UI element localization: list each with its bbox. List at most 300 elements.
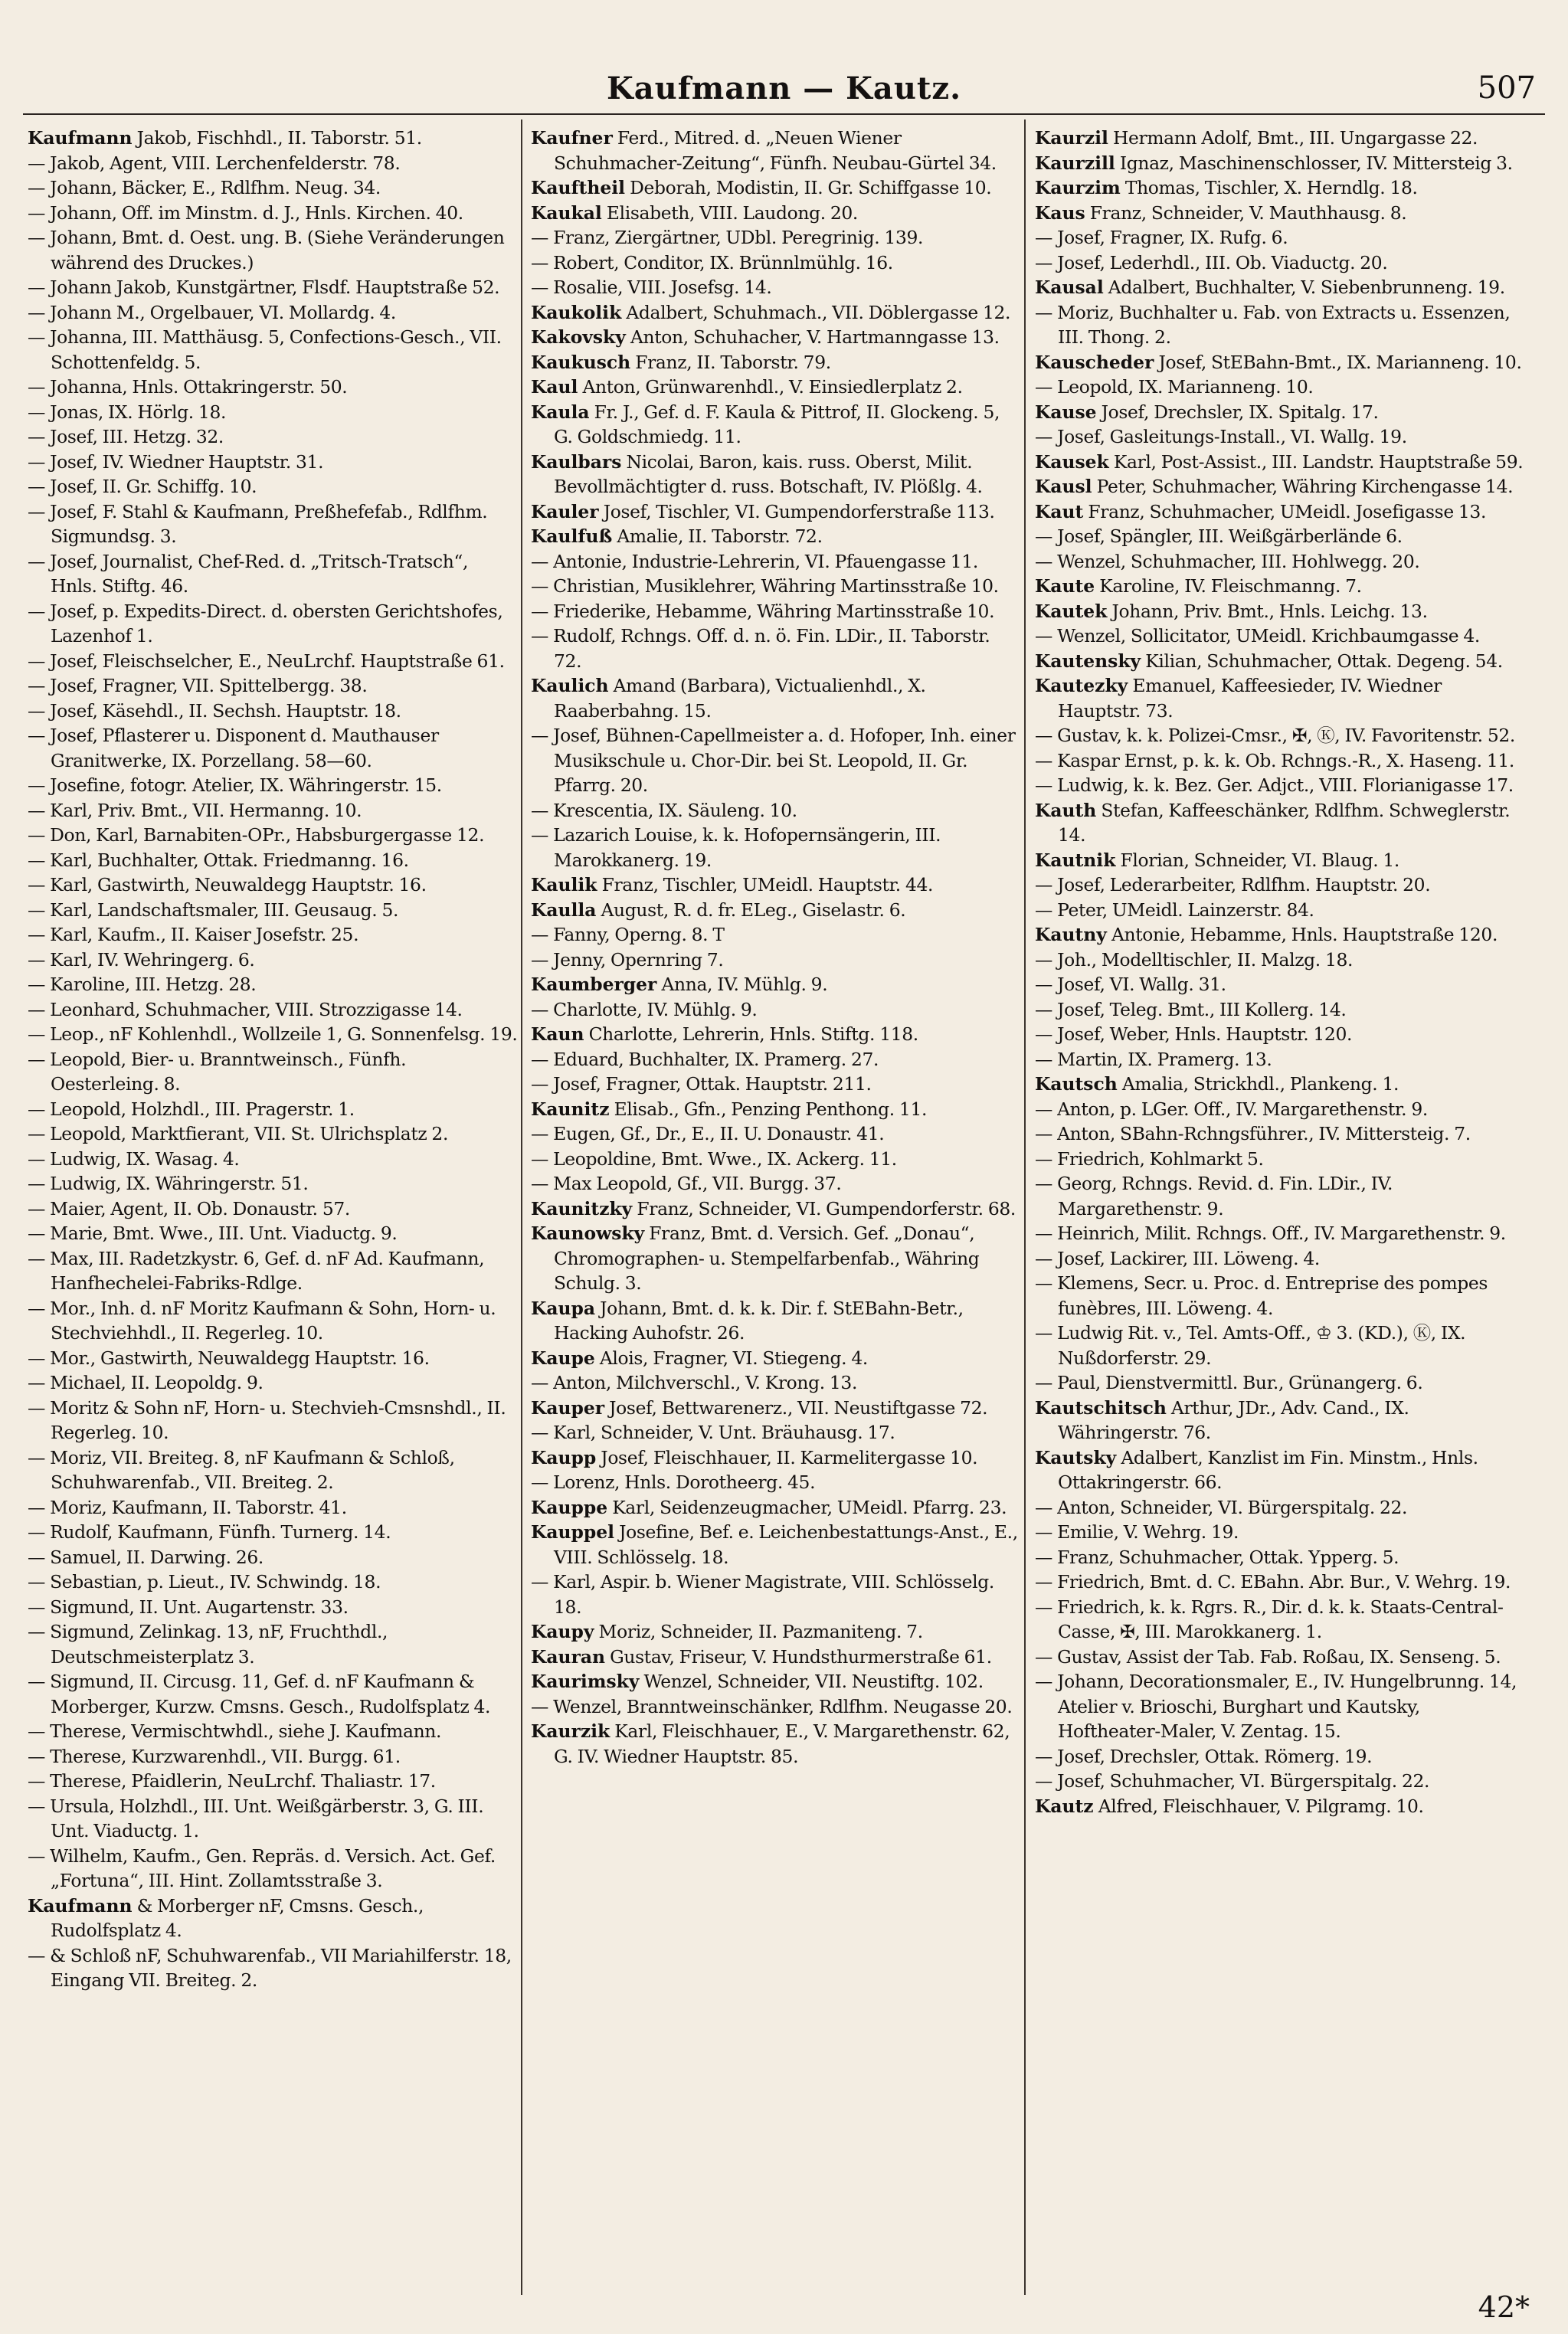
entry-text: — Leopold, Marktfierant, VII. St. Ulrichsplatz 2. [28,1123,449,1144]
entry-text: — Friedrich, Bmt. d. C. EBahn. Abr. Bur., V. Wehrg. 19. [1035,1571,1511,1593]
directory-entry [1035,922,1525,948]
entry-text: — Klemens, Secr. u. Proc. d. Entreprise des pompes funèbres, III. Löweng. 4. [1035,1272,1488,1319]
entry-surname: Kaulbars [531,450,622,473]
entry-text: & Morberger nF, Cmsns. Gesch., Rudolfsplatz 4. [51,1894,424,1941]
directory-entry [28,1097,518,1122]
entry-text: — Leonhard, Schuhmacher, VIII. Strozzigasse 14. [28,998,463,1020]
entry-text: — Christian, Musiklehrer, Währing Martinsstraße 10. [531,575,999,597]
directory-entry [531,325,1021,350]
entry-text: Anton, Schuhacher, V. Hartmanngasse 13. [630,326,1000,348]
directory-entry [1035,898,1525,923]
directory-entry [28,1396,518,1445]
directory-entry [28,225,518,275]
entry-text: — Anton, p. LGer. Off., IV. Margarethenstr. 9. [1035,1098,1428,1120]
directory-entry [531,1072,1021,1097]
entry-surname: Kaulfuß [531,525,613,547]
directory-entry [28,450,518,475]
entry-text: — Rudolf, Rchngs. Off. d. n. ö. Fin. LDir., II. Taborstr. 72. [531,625,990,672]
directory-entry [28,1147,518,1172]
directory-entry [1035,1570,1525,1595]
entry-surname: Kautensky [1035,650,1141,672]
entry-text: Nicolai, Baron, kais. russ. Oberst, Milit. Bevollmächtigter d. russ. Botschaft, IV. Plößlg. 4. [554,450,983,497]
entry-text: Deborah, Modistin, II. Gr. Schiffgasse 10. [630,177,992,198]
entry-text: Antonie, Hebamme, Hnls. Hauptstraße 120. [1111,924,1498,945]
directory-entry [531,499,1021,525]
entry-text: Charlotte, Lehrerin, Hnls. Stiftg. 118. [588,1023,918,1045]
entry-text: Hermann Adolf, Bmt., III. Ungargasse 22. [1112,127,1478,149]
entry-text: — Josef, Fragner, IX. Rufg. 6. [1035,227,1288,248]
directory-entry [531,1470,1021,1495]
directory-entry [1035,126,1525,151]
directory-entry [28,1545,518,1570]
directory-entry [28,1719,518,1744]
entry-text: — Josef, Bühnen-Capellmeister a. d. Hofoper, Inh. einer Musikschule u. Chor-Dir. bei St. Leopold, II. Gr. Pfarrg. 20. [531,725,1016,796]
directory-entry [28,325,518,375]
entry-text: — Franz, Schuhmacher, Ottak. Ypperg. 5. [1035,1546,1399,1568]
entry-text: Arthur, JDr., Adv. Cand., IX. Währingerstr. 76. [1058,1396,1409,1443]
entry-text: — Georg, Rchngs. Revid. d. Fin. LDir., IV. Margarethenstr. 9. [1035,1173,1393,1219]
directory-entry [531,1420,1021,1445]
entry-surname: Kaupp [531,1446,597,1468]
directory-entry [28,300,518,326]
directory-entry [28,1047,518,1097]
directory-entry [1035,1645,1525,1670]
entry-text: — Gustav, Assist der Tab. Fab. Roßau, IX. Senseng. 5. [1035,1645,1501,1668]
entry-text: Florian, Schneider, VI. Blaug. 1. [1120,849,1400,871]
directory-entry [531,375,1021,400]
entry-text: Amalia, Strickhdl., Plankeng. 1. [1121,1073,1399,1095]
directory-entry [531,1396,1021,1421]
entry-text: Adalbert, Buchhalter, V. Siebenbrunneng. 19. [1108,277,1505,298]
entry-text: Moriz, Schneider, II. Pazmaniteng. 7. [598,1621,923,1642]
entry-text: — Johanna, III. Matthäusg. 5, Confections-Gesch., VII. Schottenfeldg. 5. [28,326,502,373]
entry-surname: Kausl [1035,476,1092,497]
directory-entry [28,175,518,201]
directory-entry [28,1171,518,1196]
entry-surname: Kauth [1035,799,1097,821]
directory-entry [531,549,1021,574]
entry-text: — Moriz, Kaufmann, II. Taborstr. 41. [28,1496,347,1518]
entry-text: — Lorenz, Hnls. Dorotheerg. 45. [531,1471,816,1493]
entry-surname: Kautz [1035,1795,1094,1817]
column-2 [531,126,1021,1769]
directory-entry [1035,1396,1525,1445]
entry-text: — Karl, Buchhalter, Ottak. Friedmanng. 16. [28,849,409,871]
column-rule [521,119,522,2295]
directory-entry [1035,151,1525,176]
directory-entry [1035,872,1525,898]
directory-entry [28,848,518,873]
entry-text: — Maier, Agent, II. Ob. Donaustr. 57. [28,1197,350,1219]
entry-surname: Kausek [1035,450,1109,473]
entry-surname: Kautek [1035,600,1108,622]
directory-entry [28,1794,518,1844]
entry-surname: Kaula [531,401,590,423]
directory-entry [28,1943,518,1993]
directory-entry [28,375,518,400]
entry-text: — Max Leopold, Gf., VII. Burgg. 37. [531,1173,842,1194]
entry-text: Franz, Bmt. d. Versich. Gef. „Donau“, Chromographen- u. Stempelfarbenfab., Währing Schulg. 3. [554,1223,980,1294]
entry-text: — Josef, III. Hetzg. 32. [28,426,224,447]
directory-entry [531,673,1021,723]
directory-entry [1035,1022,1525,1047]
directory-entry [1035,474,1525,499]
entry-surname: Kaukusch [531,351,631,373]
entry-text: — Josef, Teleg. Bmt., III Kollerg. 14. [1035,998,1347,1020]
entry-surname: Kaulich [531,675,609,696]
entry-text: — Karl, Schneider, V. Unt. Bräuhausg. 17. [531,1422,895,1443]
entry-text: Kilian, Schuhmacher, Ottak. Degeng. 54. [1145,650,1503,672]
directory-entry [531,823,1021,872]
directory-entry [531,1121,1021,1147]
directory-entry [531,1669,1021,1694]
directory-entry [28,872,518,898]
entry-text: Ferd., Mitred. d. „Neuen Wiener Schuhmacher-Zeitung“, Fünfh. Neubau-Gürtel 34. [554,127,997,174]
entry-text: — Gustav, k. k. Polizei-Cmsr., ✠, Ⓚ, IV. Favoritenstr. 52. [1035,725,1515,746]
directory-entry [28,499,518,549]
directory-entry [531,1147,1021,1172]
entry-text: — Johann, Off. im Minstm. d. J., Hnls. Kirchen. 40. [28,201,463,224]
entry-surname: Kautezky [1035,675,1128,696]
directory-entry [531,1619,1021,1645]
column-1 [28,126,518,1993]
directory-entry [28,1296,518,1346]
entry-surname: Kaupe [531,1347,595,1369]
entry-text: Karl, Post-Assist., III. Landstr. Hauptstraße 59. [1113,450,1524,473]
directory-entry [28,898,518,923]
directory-entry [1035,1147,1525,1172]
directory-entry [1035,1097,1525,1122]
entry-text: August, R. d. fr. ELeg., Giselastr. 6. [601,899,906,921]
entry-text: — Therese, Vermischtwhdl., siehe J. Kaufmann. [28,1720,442,1742]
directory-entry [1035,1744,1525,1769]
directory-entry [28,1221,518,1246]
entry-text: — Karl, Landschaftsmaler, III. Geusaug. 5. [28,899,399,921]
entry-text: — Josef, Drechsler, Ottak. Römerg. 19. [1035,1745,1373,1767]
entry-text: — Robert, Conditor, IX. Brünnlmühlg. 16. [531,251,893,273]
directory-entry [1035,972,1525,997]
directory-entry [1035,250,1525,276]
entry-text: Peter, Schuhmacher, Währing Kirchengasse 14. [1096,476,1514,497]
entry-text: — Krescentia, IX. Säuleng. 10. [531,799,797,821]
entry-text: — Therese, Kurzwarenhdl., VII. Burgg. 61. [28,1745,401,1767]
entry-text: — Therese, Pfaidlerin, NeuLrchf. Thaliastr. 17. [28,1770,436,1792]
directory-entry [531,798,1021,823]
entry-text: — Ludwig, k. k. Bez. Ger. Adjct., VIII. Florianigasse 17. [1035,774,1514,796]
directory-entry [1035,1520,1525,1545]
entry-text: — Josef, Fragner, VII. Spittelbergg. 38. [28,675,368,696]
entry-text: — Charlotte, IV. Mühlg. 9. [531,998,758,1020]
entry-text: — Wilhelm, Kaufm., Gen. Repräs. d. Versich. Act. Gef. „Fortuna“, III. Hint. Zollamtsstraße 3. [28,1845,496,1891]
directory-entry [1035,375,1525,400]
entry-surname: Kaufner [531,127,613,149]
directory-entry [1035,549,1525,574]
entry-text: Thomas, Tischler, X. Herndlg. 18. [1124,177,1418,198]
entry-surname: Kaupy [531,1621,594,1642]
directory-entry [531,225,1021,250]
column-3 [1035,126,1525,1818]
entry-surname: Kauscheder [1035,351,1154,373]
entry-text: — Karl, IV. Wehringerg. 6. [28,948,255,971]
entry-text: — Josef, Lackirer, III. Löweng. 4. [1035,1247,1320,1269]
entry-text: — Josef, Lederarbeiter, Rdlfhm. Hauptstr. 20. [1035,874,1431,895]
directory-entry [1035,175,1525,201]
directory-entry [531,1445,1021,1471]
directory-entry [531,599,1021,624]
entry-text: — Rudolf, Kaufmann, Fünfh. Turnerg. 14. [28,1521,391,1543]
entry-text: — Fanny, Operng. 8. T [531,924,725,945]
entry-text: — Josef, Schuhmacher, VI. Bürgerspitalg. 22. [1035,1770,1430,1792]
entry-text: — Eugen, Gf., Dr., E., II. U. Donaustr. 41. [531,1123,885,1144]
entry-text: Emanuel, Kaffeesieder, IV. Wiedner Hauptstr. 73. [1058,675,1442,722]
entry-text: Jakob, Fischhdl., II. Taborstr. 51. [136,127,422,149]
entry-text: — Josef, F. Stahl & Kaufmann, Preßhefefab., Rdlfhm. Sigmundsg. 3. [28,500,488,547]
directory-entry [28,1445,518,1495]
entry-text: — Jakob, Agent, VIII. Lerchenfelderstr. 78. [28,152,401,174]
directory-entry [28,1370,518,1396]
entry-text: — Rosalie, VIII. Josefsg. 14. [531,277,772,298]
directory-entry [1035,748,1525,774]
entry-surname: Kautsky [1035,1446,1117,1468]
entry-text: — Josef, VI. Wallg. 31. [1035,974,1226,995]
entry-surname: Kaukolik [531,301,622,323]
entry-text: — Josefine, fotogr. Atelier, IX. Währingerstr. 15. [28,774,442,796]
directory-entry [28,1022,518,1047]
entry-text: Franz, Schneider, VI. Gumpendorferstr. 68. [637,1197,1016,1219]
page-header [23,70,1545,115]
column-rule [1024,119,1026,2295]
entry-surname: Kaukal [531,201,602,224]
directory-entry [28,1495,518,1521]
entry-text: — Franz, Ziergärtner, UDbl. Peregrinig. 139. [531,227,924,248]
directory-entry [531,624,1021,673]
entry-surname: Kaunowsky [531,1223,645,1244]
entry-text: — Johann, Bäcker, E., Rdlfhm. Neug. 34. [28,177,381,198]
entry-text: — Johann, Bmt. d. Oest. ung. B. (Siehe Veränderungen während des Druckes.) [28,227,505,273]
entry-surname: Kauftheil [531,177,626,198]
entry-text: — Josef, Pflasterer u. Disponent d. Mauthauser Granitwerke, IX. Porzellang. 58—60. [28,725,439,771]
entry-text: — Heinrich, Milit. Rchngs. Off., IV. Margarethenstr. 9. [1035,1223,1506,1244]
directory-entry [531,723,1021,798]
directory-entry [1035,1445,1525,1495]
entry-text: — Leop., nF Kohlenhdl., Wollzeile 1, G. Sonnenfelsg. 19. [28,1023,518,1045]
entry-text: Elisabeth, VIII. Laudong. 20. [606,201,859,224]
entry-text: — Don, Karl, Barnabiten-OPr., Habsburgergasse 12. [28,824,485,846]
page-number: 507 [1477,70,1536,106]
entry-text: — Antonie, Industrie-Lehrerin, VI. Pfauengasse 11. [531,550,978,572]
entry-surname: Kaurzim [1035,177,1121,198]
entry-text: — Johann Jakob, Kunstgärtner, Flsdf. Hauptstraße 52. [28,277,500,298]
directory-entry [1035,350,1525,375]
entry-text: — Samuel, II. Darwing. 26. [28,1546,264,1568]
entry-surname: Kaurzil [1035,127,1108,149]
entry-surname: Kaufmann [28,1894,133,1917]
entry-text: — Leopoldine, Bmt. Wwe., IX. Ackerg. 11. [531,1147,897,1170]
directory-entry [1035,424,1525,450]
entry-surname: Kauper [531,1396,605,1419]
directory-entry [28,1619,518,1669]
directory-entry [1035,1370,1525,1396]
entry-surname: Kause [1035,401,1097,423]
entry-text: Josefine, Bef. e. Leichenbestattungs-Anst., E., VIII. Schlösselg. 18. [554,1521,1018,1568]
directory-entry [28,723,518,773]
entry-text: Franz, Schuhmacher, UMeidl. Josefigasse 13. [1088,500,1487,522]
directory-entry [28,948,518,973]
directory-entry [531,524,1021,549]
entry-text: — Marie, Bmt. Wwe., III. Unt. Viaductg. 9. [28,1223,398,1244]
entry-text: — Karl, Gastwirth, Neuwaldegg Hauptstr. 16. [28,874,427,895]
entry-text: Johann, Priv. Bmt., Hnls. Leichg. 13. [1111,600,1428,622]
directory-entry [531,1346,1021,1371]
entry-text: — Anton, Milchverschl., V. Krong. 13. [531,1372,858,1393]
entry-text: Amalie, II. Taborstr. 72. [617,525,823,547]
directory-entry [531,1370,1021,1396]
entry-text: — Emilie, V. Wehrg. 19. [1035,1521,1239,1543]
directory-entry [28,424,518,450]
entry-text: — Ludwig, IX. Wasag. 4. [28,1147,240,1170]
entry-text: Ignaz, Maschinenschlosser, IV. Mittersteig 3. [1119,152,1513,174]
directory-entry [1035,450,1525,475]
directory-entry [1035,1769,1525,1794]
entry-text: Karoline, IV. Fleischmanng. 7. [1099,575,1362,597]
directory-entry [1035,997,1525,1023]
entry-text: — Moriz, Buchhalter u. Fab. von Extracts u. Essenzen, III. Thong. 2. [1035,301,1511,348]
entry-text: — Johann M., Orgelbauer, VI. Mollardg. 4. [28,301,396,323]
entry-text: — Lazarich Louise, k. k. Hofopernsängerin, III. Marokkanerg. 19. [531,824,941,871]
entry-surname: Kaurimsky [531,1671,640,1692]
entry-surname: Kautschitsch [1035,1396,1167,1419]
directory-entry [28,1769,518,1794]
entry-surname: Kaulik [531,874,597,895]
directory-entry [531,1221,1021,1296]
directory-entry [531,574,1021,599]
directory-entry [1035,1495,1525,1521]
entry-surname: Kausal [1035,277,1104,298]
entry-text: — Joh., Modelltischler, II. Malzg. 18. [1035,948,1354,971]
entry-text: Josef, Tischler, VI. Gumpendorferstraße 113. [603,500,995,522]
directory-entry [1035,1271,1525,1321]
entry-surname: Kaulla [531,899,597,921]
entry-text: — Ursula, Holzhdl., III. Unt. Weißgärberstr. 3, G. III. Unt. Viaductg. 1. [28,1795,484,1841]
entry-text: — Ludwig Rit. v., Tel. Amts-Off., ♔ 3. (KD.), Ⓚ, IX. Nußdorferstr. 29. [1035,1322,1466,1369]
entry-text: Josef, Fleischhauer, II. Karmelitergasse 10. [601,1446,978,1468]
entry-surname: Kaus [1035,201,1085,224]
directory-entry [531,1047,1021,1072]
directory-entry [28,673,518,699]
entry-text: — Leopold, IX. Marianneng. 10. [1035,376,1314,398]
entry-text: — Mor., Inh. d. nF Moritz Kaufmann & Sohn, Horn- u. Stechviehhdl., II. Regerleg. 10. [28,1297,496,1344]
entry-text: — Anton, SBahn-Rchngsführer., IV. Mittersteig. 7. [1035,1123,1471,1144]
directory-entry [28,126,518,151]
directory-entry [531,201,1021,226]
directory-entry [1035,848,1525,873]
entry-surname: Kauppel [531,1521,614,1543]
directory-entry [531,1719,1021,1769]
directory-entry [1035,1171,1525,1221]
entry-text: — Josef, IV. Wiedner Hauptstr. 31. [28,450,324,473]
entry-surname: Kaul [531,376,578,398]
entry-text: Franz, Schneider, V. Mauthhausg. 8. [1089,201,1407,224]
directory-entry [531,350,1021,375]
entry-surname: Kauran [531,1645,605,1668]
entry-text: Josef, StEBahn-Bmt., IX. Marianneng. 10. [1158,351,1522,373]
directory-entry [28,1744,518,1769]
entry-text: Amand (Barbara), Victualienhdl., X. Raaberbahng. 15. [554,675,926,722]
entry-surname: Kaupa [531,1297,596,1319]
running-head: Kaufmann — Kautz. [606,70,962,106]
entry-surname: Kautnik [1035,849,1116,871]
directory-entry [531,922,1021,948]
entry-surname: Kautny [1035,924,1107,945]
entry-text: — Wenzel, Sollicitator, UMeidl. Krichbaumgasse 4. [1035,625,1480,647]
entry-surname: Kauppe [531,1496,608,1518]
entry-text: Alois, Fragner, VI. Stiegeng. 4. [599,1347,868,1369]
directory-entry [1035,1545,1525,1570]
directory-entry [1035,201,1525,226]
entry-text: — Josef, p. Expedits-Direct. d. obersten Gerichtshofes, Lazenhof 1. [28,600,503,647]
directory-entry [1035,1246,1525,1272]
directory-entry [28,798,518,823]
directory-entry [531,275,1021,300]
entry-text: — Leopold, Bier- u. Branntweinsch., Fünfh. Oesterleing. 8. [28,1048,407,1095]
entry-text: — Josef, Gasleitungs-Install., VI. Wallg. 19. [1035,426,1407,447]
directory-entry [28,201,518,226]
directory-entry [531,1694,1021,1720]
entry-text: Johann, Bmt. d. k. k. Dir. f. StEBahn-Betr., Hacking Auhofstr. 26. [554,1297,964,1344]
entry-text: — Sigmund, II. Circusg. 11, Gef. d. nF Kaufmann & Morberger, Kurzw. Cmsns. Gesch., Rudolfsplatz 4. [28,1671,491,1717]
entry-text: — Josef, II. Gr. Schiffg. 10. [28,476,257,497]
entry-text: — Karl, Kaufm., II. Kaiser Josefstr. 25. [28,924,359,945]
entry-surname: Kaurzik [531,1720,611,1742]
directory-entry [28,1570,518,1595]
directory-entry [1035,524,1525,549]
entry-text: Franz, II. Taborstr. 79. [635,351,831,373]
directory-entry [1035,1321,1525,1370]
directory-entry [531,400,1021,450]
entry-text: — Josef, Weber, Hnls. Hauptstr. 120. [1035,1023,1353,1045]
directory-entry [531,1097,1021,1122]
entry-text: — Friedrich, k. k. Rgrs. R., Dir. d. k. k. Staats-Central-Casse, ✠, III. Marokkanerg. 1. [1035,1596,1504,1642]
directory-entry [531,1645,1021,1670]
directory-entry [531,450,1021,499]
directory-entry [28,1346,518,1371]
directory-entry [28,972,518,997]
directory-entry [28,997,518,1023]
directory-entry [531,948,1021,973]
directory-entry [1035,723,1525,748]
entry-text: — Ludwig, IX. Währingerstr. 51. [28,1173,309,1194]
entry-text: — Friederike, Hebamme, Währing Martinsstraße 10. [531,600,995,622]
directory-entry [28,1669,518,1719]
entry-text: — Josef, Fleischselcher, E., NeuLrchf. Hauptstraße 61. [28,650,505,672]
entry-text: — Peter, UMeidl. Lainzerstr. 84. [1035,899,1314,921]
entry-surname: Kaute [1035,575,1095,597]
entry-surname: Kaut [1035,500,1084,522]
directory-entry [28,549,518,599]
entry-text: — Michael, II. Leopoldg. 9. [28,1372,264,1393]
directory-entry [531,1570,1021,1619]
directory-entry [531,1520,1021,1570]
directory-entry [28,474,518,499]
entry-text: — Johann, Decorationsmaler, E., IV. Hungelbrunng. 14, Atelier v. Brioschi, Burghart und Kautsky, Hoftheater-Maler, V. Zentag. 15. [1035,1671,1517,1742]
entry-surname: Kaumberger [531,974,657,995]
entry-text: — Johanna, Hnls. Ottakringerstr. 50. [28,376,348,398]
directory-entry [531,1171,1021,1196]
entry-text: — Friedrich, Kohlmarkt 5. [1035,1147,1264,1170]
directory-entry [28,922,518,948]
entry-surname: Kaurzill [1035,152,1115,174]
entry-text: Josef, Drechsler, IX. Spitalg. 17. [1101,401,1379,423]
